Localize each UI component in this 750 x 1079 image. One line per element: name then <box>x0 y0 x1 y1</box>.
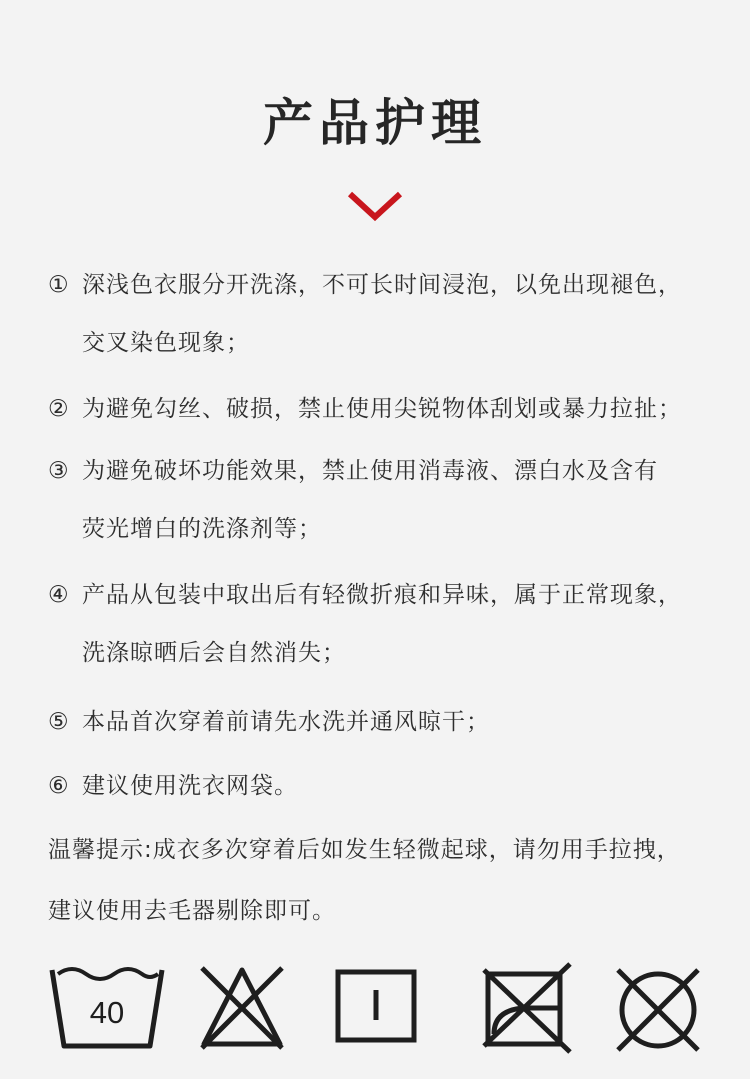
care-item-text: 产品从包装中取出后有轻微折痕和异味，属于正常现象， <box>82 582 682 608</box>
care-tip-line: 温馨提示:成衣多次穿着后如发生轻微起球，请勿用手拉拽， <box>48 837 681 863</box>
care-item-2 <box>48 380 728 438</box>
care-item-text-continued: 洗涤晾晒后会自然消失； <box>82 640 346 666</box>
care-item-text: 建议使用洗衣网袋。 <box>82 773 298 799</box>
care-item-5 <box>48 693 728 751</box>
care-tip <box>48 820 728 942</box>
wash-40-icon <box>48 960 166 1052</box>
care-item-text: 深浅色衣服分开洗涤，不可长时间浸泡，以免出现褪色， <box>82 272 682 298</box>
care-item-number: ③ <box>48 458 70 484</box>
do-not-dry-clean-icon <box>610 960 706 1056</box>
wash-temperature-label: 40 <box>89 995 125 1030</box>
care-item-4 <box>48 566 728 682</box>
care-item-6 <box>48 757 728 815</box>
care-symbols-row <box>0 960 750 1060</box>
care-item-text-continued: 交叉染色现象； <box>82 330 250 356</box>
care-item-1 <box>48 256 728 372</box>
care-item-text-continued: 荧光增白的洗涤剂等； <box>82 516 322 542</box>
care-tip-line: 建议使用去毛器剔除即可。 <box>48 898 336 924</box>
care-item-number: ② <box>48 396 70 422</box>
care-item-number: ④ <box>48 582 70 608</box>
care-item-text: 为避免勾丝、破损，禁止使用尖锐物体刮划或暴力拉扯； <box>82 396 682 422</box>
do-not-bleach-icon <box>196 960 288 1052</box>
chevron-down-icon <box>346 190 404 222</box>
care-item-number: ⑥ <box>48 773 70 799</box>
care-item-text: 本品首次穿着前请先水洗并通风晾干； <box>82 709 490 735</box>
care-item-3 <box>48 442 728 558</box>
care-item-number: ① <box>48 272 70 298</box>
no-tumble-dry-icon <box>480 960 576 1056</box>
tumble-dry-icon <box>334 960 418 1044</box>
care-item-number: ⑤ <box>48 709 70 735</box>
page-title: 产品护理 <box>263 94 487 152</box>
care-item-text: 为避免破坏功能效果，禁止使用消毒液、漂白水及含有 <box>82 458 658 484</box>
